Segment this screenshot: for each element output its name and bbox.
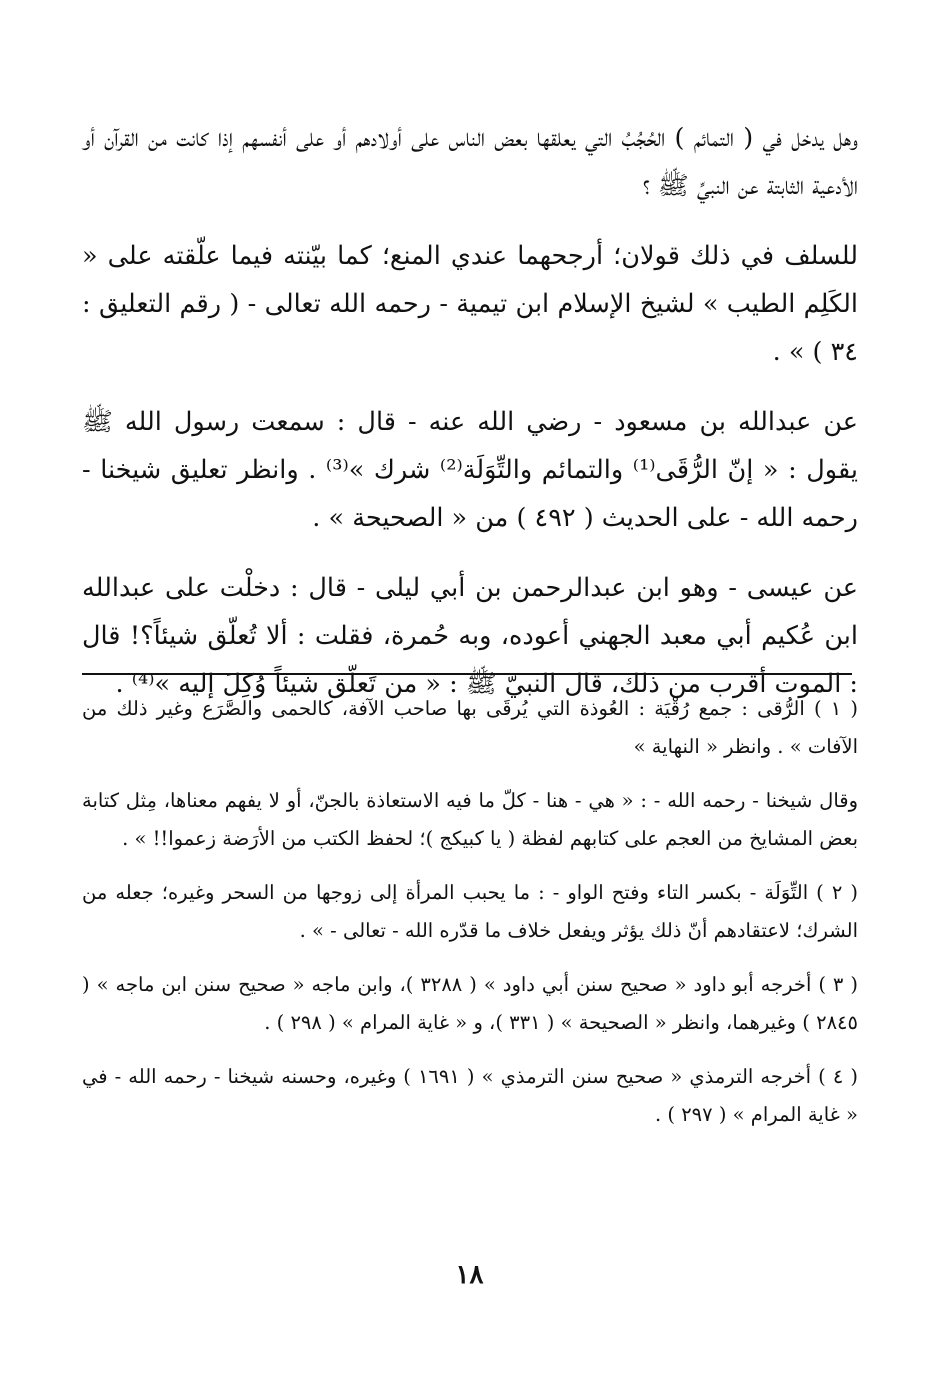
footnote-2: ( ٢ ) التِّوَلَة - بكسر التاء وفتح الواو - : ما يحبب المرأة إلى زوجها من السحر وغيره؛ جعله من الشرك؛ لاعتقادهم أنّ ذلك يؤثر ويفعل خلاف ما قدّره الله - تعالى - » . (82, 881, 859, 942)
footnote-1-continued: وقال شيخنا - رحمه الله - : « هي - هنا - كلّ ما فيه الاستعاذة بالجنّ، أو لا يفهم معناها، مِثل كتابة بعض المشايخ من العجم على كتابهم لفظة ( يا كبيكج )؛ لحفظ الكتب من الأرَضة زعموا!! » . (82, 789, 858, 850)
footnotes (82, 690, 858, 1150)
paragraph-ibn-masud-hadith: عن عبدالله بن مسعود - رضي الله عنه - قال : سمعت رسول الله ﷺ يقول : « إنّ الرُّقَى⁽¹⁾ والتمائم والتِّوَلَة⁽²⁾ شرك »⁽³⁾ . وانظر تعليق شيخنا - رحمه الله - على الحديث ( ٤٩٢ ) من « الصحيحة » . (82, 407, 858, 533)
main-text (82, 114, 858, 730)
footnote-1: ( ١ ) الرُّقى : جمع رُقْيَة : العُوذة التي يُرقَى بها صاحب الآفة، كالحمى والصَّرَع وغير ذلك من الآفات » . وانظر « النهاية » (82, 697, 858, 758)
footnote-4: ( ٤ ) أخرجه الترمذي « صحيح سنن الترمذي » ( ١٦٩١ ) وغيره، وحسنه شيخنا - رحمه الله - في « غاية المرام » ( ٢٩٧ ) . (82, 1065, 858, 1126)
page-number: ١٨ (455, 1260, 484, 1290)
footnote-separator (82, 673, 852, 675)
paragraph-salaf-opinions: للسلف في ذلك قولان؛ أرجحهما عندي المنع؛ كما بيّنته فيما علّقته على « الكَلِم الطيب » لشيخ الإسلام ابن تيمية - رحمه الله تعالى - ( رقم التعليق : ٣٤ ) » . (82, 241, 858, 367)
paragraph-isa-hadith: عن عيسى - وهو ابن عبدالرحمن بن أبي ليلى - قال : دخلْت على عبدالله ابن عُكيم أبي معبد الجهني أعوده، وبه حُمرة، فقلت : ألا تُعلّق شيئاً؟! قال : الموت أقرب من ذلك، قال النبيّ ﷺ : « من تَعلّق شيئاً وُكِلَ إليه »⁽⁴⁾ . (82, 573, 858, 699)
footnote-3: ( ٣ ) أخرجه أبو داود « صحيح سنن أبي داود » ( ٣٢٨٨ )، وابن ماجه « صحيح سنن ابن ماجه » ( ٢٨٤٥ ) وغيرهما، وانظر « الصحيحة » ( ٣٣١ )، و « غاية المرام » ( ٢٩٨ ) . (82, 973, 858, 1034)
paragraph-amulets-question: وهل يدخل في ( التمائم ) الحُجُبُ التي يعلقها بعض الناس على أولادهم أو على أنفسهم إذا كانت من القرآن أو الأدعية الثابتة عن النبيِّ ﷺ ؟ (82, 123, 858, 201)
